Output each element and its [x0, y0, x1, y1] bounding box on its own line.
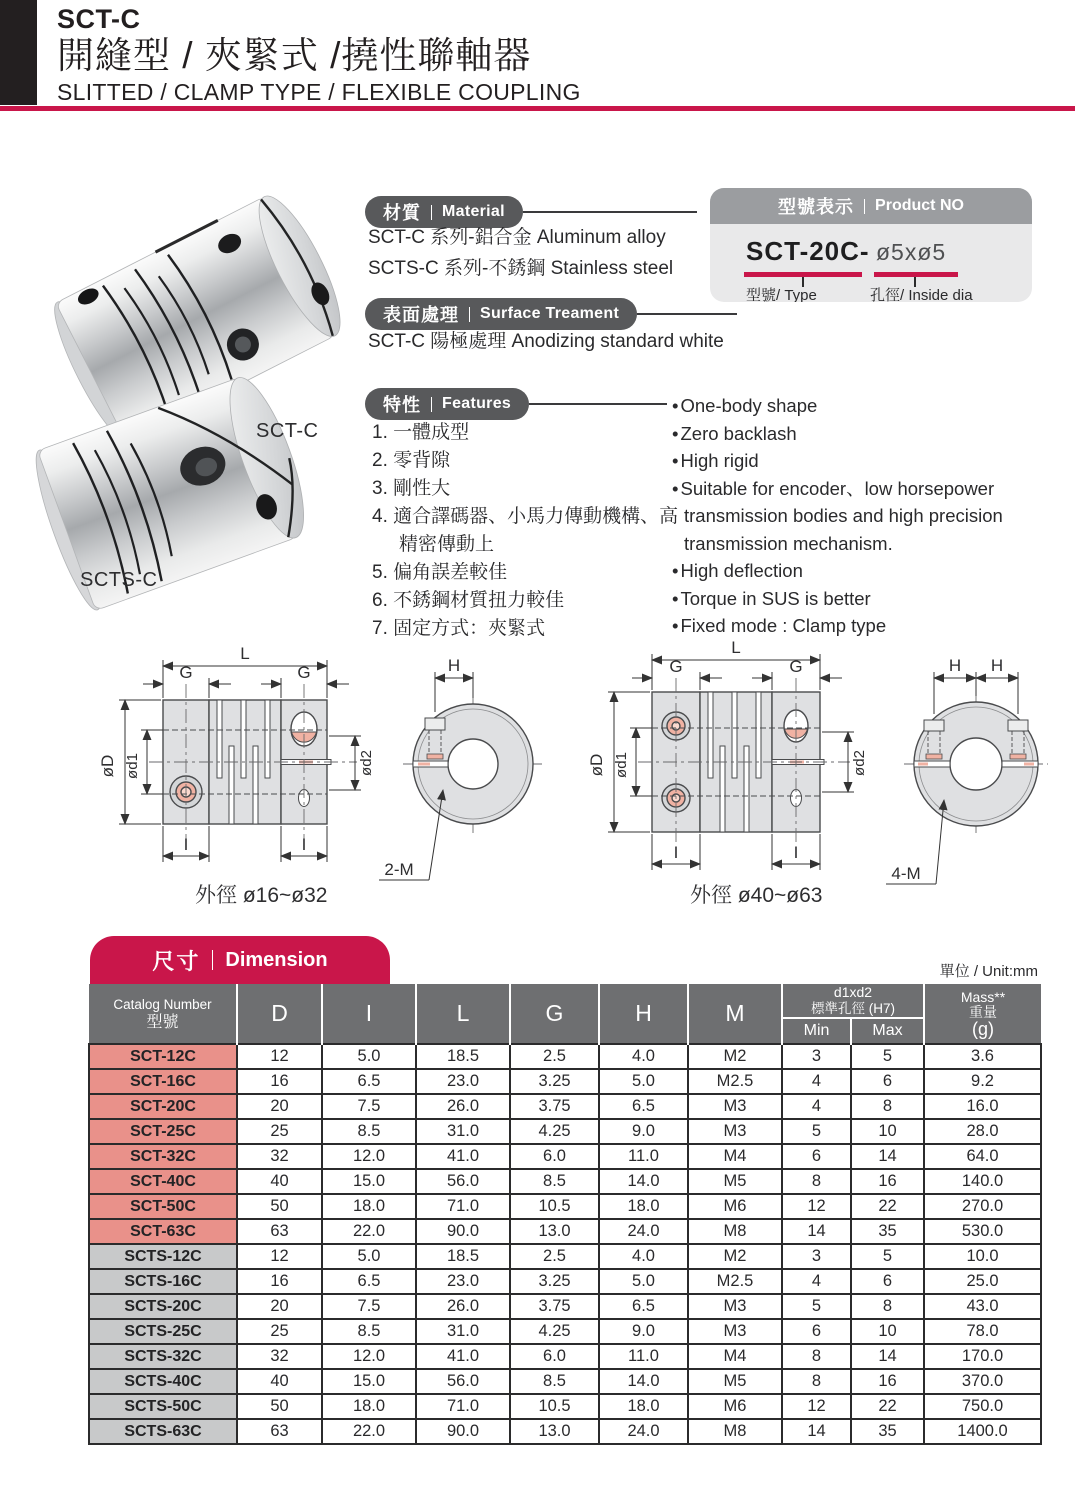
corner-decoration-bar — [0, 0, 37, 105]
row-cell: 140.0 — [924, 1169, 1041, 1194]
svg-text:ød2: ød2 — [358, 750, 375, 776]
row-cell: 90.0 — [416, 1219, 510, 1244]
header-min: Min — [782, 1018, 851, 1044]
drawing-small-sizes — [85, 632, 565, 910]
features-badge: 特性 Features — [365, 388, 529, 420]
svg-text:øD: øD — [587, 753, 606, 777]
row-cell: 5 — [782, 1294, 851, 1319]
row-cell: M4 — [688, 1144, 782, 1169]
svg-text:G: G — [179, 663, 193, 682]
svg-text:2-M: 2-M — [384, 860, 414, 879]
row-cell: M3 — [688, 1094, 782, 1119]
row-cell: 71.0 — [416, 1394, 510, 1419]
page-title-en: SLITTED / CLAMP TYPE / FLEXIBLE COUPLING — [57, 79, 581, 105]
row-cell: M3 — [688, 1319, 782, 1344]
surface-badge: 表面處理 Surface Treament — [365, 298, 637, 330]
table-row — [89, 1344, 1041, 1369]
table-row — [89, 1244, 1041, 1269]
row-cell: M2 — [688, 1244, 782, 1269]
row-model: SCT-25C — [89, 1119, 237, 1144]
svg-text:H: H — [990, 656, 1004, 675]
row-cell: 15.0 — [322, 1369, 416, 1394]
row-cell: 35 — [851, 1419, 924, 1444]
row-cell: 14 — [851, 1344, 924, 1369]
row-cell: 18.0 — [599, 1194, 688, 1219]
row-cell: 12.0 — [322, 1144, 416, 1169]
row-cell: 3.6 — [924, 1044, 1041, 1069]
badge-divider — [212, 950, 213, 970]
feature-item-en: • Fixed mode : Clamp type — [672, 612, 1044, 640]
dimension-table-body — [89, 1044, 1041, 1444]
product-bore: ø5xø5 — [876, 239, 947, 265]
header-d: D — [237, 984, 322, 1044]
row-cell: M6 — [688, 1394, 782, 1419]
row-cell: 35 — [851, 1219, 924, 1244]
row-model: SCT-40C — [89, 1169, 237, 1194]
material-line: SCTS-C 系列-不銹鋼 Stainless steel — [368, 258, 674, 279]
row-cell: 16.0 — [924, 1094, 1041, 1119]
row-cell: 56.0 — [416, 1169, 510, 1194]
feature-item-en: • Zero backlash — [672, 420, 1044, 448]
feature-item-zh: 7. 固定方式：夾緊式 — [372, 618, 546, 639]
row-cell: 6 — [782, 1144, 851, 1169]
row-cell: 18.0 — [322, 1194, 416, 1219]
unit-label: 單位 / Unit:mm — [939, 963, 1038, 980]
row-model: SCTS-50C — [89, 1394, 237, 1419]
header-catalog: Catalog Number 型號 — [89, 984, 237, 1044]
row-cell: 14 — [782, 1219, 851, 1244]
row-model: SCT-32C — [89, 1144, 237, 1169]
header-max: Max — [851, 1018, 924, 1044]
row-cell: 31.0 — [416, 1119, 510, 1144]
row-cell: 25 — [237, 1119, 322, 1144]
row-cell: 24.0 — [599, 1219, 688, 1244]
row-cell: M3 — [688, 1294, 782, 1319]
row-cell: 5.0 — [599, 1269, 688, 1294]
row-cell: 8 — [782, 1169, 851, 1194]
row-cell: M8 — [688, 1219, 782, 1244]
product-code: SCT-20C- — [746, 236, 870, 266]
row-cell: 7.5 — [322, 1294, 416, 1319]
row-cell: 7.5 — [322, 1094, 416, 1119]
row-cell: M4 — [688, 1344, 782, 1369]
row-cell: 6.5 — [322, 1069, 416, 1094]
table-row — [89, 1219, 1041, 1244]
feature-item-zh: 1. 一體成型 — [372, 422, 470, 443]
row-model: SCT-63C — [89, 1219, 237, 1244]
row-cell: 25.0 — [924, 1269, 1041, 1294]
page-header — [57, 4, 581, 106]
material-line: SCT-C 系列-鋁合金 Aluminum alloy — [368, 227, 666, 248]
svg-text:L: L — [240, 644, 250, 663]
row-cell: 26.0 — [416, 1094, 510, 1119]
table-row — [89, 1169, 1041, 1194]
row-model: SCTS-16C — [89, 1269, 237, 1294]
row-cell: 10.5 — [510, 1394, 599, 1419]
svg-text:I: I — [673, 843, 679, 862]
row-cell: 8.5 — [510, 1369, 599, 1394]
row-cell: 6.0 — [510, 1344, 599, 1369]
row-cell: 4.0 — [599, 1044, 688, 1069]
row-cell: 16 — [851, 1169, 924, 1194]
row-cell: 3 — [782, 1044, 851, 1069]
feature-item-en: • High deflection — [672, 557, 1044, 585]
row-cell: 5.0 — [599, 1069, 688, 1094]
row-cell: 32 — [237, 1144, 322, 1169]
row-model: SCT-16C — [89, 1069, 237, 1094]
feature-item-en: • High rigid — [672, 447, 1044, 475]
row-cell: 90.0 — [416, 1419, 510, 1444]
dimension-table-section — [88, 936, 1040, 1445]
row-cell: M5 — [688, 1369, 782, 1394]
row-cell: 1400.0 — [924, 1419, 1041, 1444]
row-cell: 8 — [851, 1294, 924, 1319]
row-cell: 3.75 — [510, 1094, 599, 1119]
features-list-en — [672, 392, 1044, 640]
caption-large-sizes: 外徑 ø40~ø63 — [690, 884, 823, 907]
row-cell: 14.0 — [599, 1169, 688, 1194]
row-cell: 8 — [851, 1094, 924, 1119]
row-cell: 5 — [782, 1119, 851, 1144]
row-cell: M8 — [688, 1419, 782, 1444]
row-cell: 12 — [237, 1244, 322, 1269]
row-cell: 6.5 — [322, 1269, 416, 1294]
badge-divider — [469, 307, 470, 322]
row-cell: 16 — [237, 1069, 322, 1094]
badge-divider — [864, 199, 865, 214]
row-cell: 6.5 — [599, 1094, 688, 1119]
row-model: SCT-12C — [89, 1044, 237, 1069]
row-cell: 8.5 — [322, 1119, 416, 1144]
row-cell: 25 — [237, 1319, 322, 1344]
feature-item-zh: 3. 剛性大 — [372, 478, 451, 499]
row-cell: 10.0 — [924, 1244, 1041, 1269]
row-cell: 50 — [237, 1394, 322, 1419]
row-cell: 23.0 — [416, 1269, 510, 1294]
row-cell: 12 — [782, 1394, 851, 1419]
row-cell: 10.5 — [510, 1194, 599, 1219]
row-cell: 12.0 — [322, 1344, 416, 1369]
feature-item-zh: 5. 偏角誤差較佳 — [372, 562, 508, 583]
svg-text:ød1: ød1 — [124, 753, 141, 779]
row-cell: 8.5 — [322, 1319, 416, 1344]
row-cell: 71.0 — [416, 1194, 510, 1219]
table-row — [89, 1319, 1041, 1344]
row-cell: 10 — [851, 1319, 924, 1344]
row-cell: 6 — [851, 1269, 924, 1294]
surface-line: SCT-C 陽極處理 Anodizing standard white — [368, 331, 724, 352]
dimension-table — [88, 984, 1042, 1445]
row-cell: 5.0 — [322, 1244, 416, 1269]
caption-small-sizes: 外徑 ø16~ø32 — [195, 884, 328, 907]
table-row — [89, 1069, 1041, 1094]
row-cell: 50 — [237, 1194, 322, 1219]
header-h: H — [599, 984, 688, 1044]
row-cell: 13.0 — [510, 1419, 599, 1444]
svg-text:ød1: ød1 — [613, 752, 630, 778]
feature-item-en: • One-body shape — [672, 392, 1044, 420]
svg-text:G: G — [789, 657, 803, 676]
table-row — [89, 1044, 1041, 1069]
row-model: SCTS-32C — [89, 1344, 237, 1369]
row-cell: 32 — [237, 1344, 322, 1369]
row-cell: 4 — [782, 1094, 851, 1119]
row-cell: 11.0 — [599, 1344, 688, 1369]
svg-text:I: I — [183, 835, 189, 854]
page-title-zh: 開縫型 / 夾緊式 /撓性聯軸器 — [57, 35, 532, 76]
row-cell: 4.25 — [510, 1119, 599, 1144]
row-cell: 5.0 — [322, 1044, 416, 1069]
photo-caption-sct-c: SCT-C — [256, 420, 319, 442]
header-mass: Mass** 重量 (g) — [924, 984, 1041, 1044]
svg-text:I: I — [301, 835, 307, 854]
row-cell: 6.5 — [599, 1294, 688, 1319]
section-rule — [529, 403, 667, 405]
row-cell: 3.25 — [510, 1269, 599, 1294]
row-cell: 28.0 — [924, 1119, 1041, 1144]
row-cell: M5 — [688, 1169, 782, 1194]
row-cell: 12 — [782, 1194, 851, 1219]
header-l: L — [416, 984, 510, 1044]
drawing-large-sizes — [572, 632, 1067, 910]
row-model: SCTS-63C — [89, 1419, 237, 1444]
row-cell: 20 — [237, 1094, 322, 1119]
row-cell: M2.5 — [688, 1269, 782, 1294]
row-model: SCTS-20C — [89, 1294, 237, 1319]
row-cell: 31.0 — [416, 1319, 510, 1344]
table-row — [89, 1394, 1041, 1419]
material-badge: 材質 Material — [365, 196, 523, 228]
svg-text:øD: øD — [98, 754, 117, 778]
row-cell: 63 — [237, 1419, 322, 1444]
row-cell: 2.5 — [510, 1244, 599, 1269]
row-cell: 530.0 — [924, 1219, 1041, 1244]
row-cell: 14 — [851, 1144, 924, 1169]
row-cell: 78.0 — [924, 1319, 1041, 1344]
series-code: SCT-C — [57, 4, 141, 34]
row-cell: 4.0 — [599, 1244, 688, 1269]
badge-divider — [431, 205, 432, 220]
svg-text:G: G — [297, 663, 311, 682]
row-cell: M2.5 — [688, 1069, 782, 1094]
table-row — [89, 1419, 1041, 1444]
row-cell: 22.0 — [322, 1219, 416, 1244]
row-cell: 18.0 — [322, 1394, 416, 1419]
feature-item-zh: 4. 適合譯碼器、小馬力傳動機構、高精密傳動上 — [372, 506, 679, 555]
row-cell: 18.0 — [599, 1394, 688, 1419]
feature-item-en: • Torque in SUS is better — [672, 585, 1044, 613]
product-no-box — [710, 188, 1032, 302]
row-cell: 64.0 — [924, 1144, 1041, 1169]
end-view-small — [413, 704, 533, 824]
row-cell: 11.0 — [599, 1144, 688, 1169]
header-rule — [0, 106, 1075, 111]
row-cell: 6 — [782, 1319, 851, 1344]
row-cell: 18.5 — [416, 1044, 510, 1069]
row-cell: 9.0 — [599, 1319, 688, 1344]
row-cell: 26.0 — [416, 1294, 510, 1319]
row-cell: 8.5 — [510, 1169, 599, 1194]
row-cell: 270.0 — [924, 1194, 1041, 1219]
row-cell: 170.0 — [924, 1344, 1041, 1369]
row-cell: 16 — [851, 1369, 924, 1394]
row-cell: 4.25 — [510, 1319, 599, 1344]
dimension-badge: 尺寸 Dimension — [90, 936, 390, 984]
row-cell: 14.0 — [599, 1369, 688, 1394]
product-photos — [30, 168, 365, 613]
row-cell: 41.0 — [416, 1144, 510, 1169]
row-cell: 23.0 — [416, 1069, 510, 1094]
row-model: SCTS-25C — [89, 1319, 237, 1344]
row-cell: 18.5 — [416, 1244, 510, 1269]
feature-item-en: • Suitable for encoder、low horsepower transmission bodies and high precision transmission mechanism. — [672, 475, 1044, 558]
badge-divider — [431, 397, 432, 412]
row-cell: 370.0 — [924, 1369, 1041, 1394]
svg-text:H: H — [447, 656, 461, 675]
row-cell: 24.0 — [599, 1419, 688, 1444]
row-cell: 2.5 — [510, 1044, 599, 1069]
product-no-header: 型號表示 Product NO — [710, 188, 1032, 224]
end-view-large — [914, 702, 1038, 826]
row-cell: 22 — [851, 1194, 924, 1219]
row-cell: 40 — [237, 1369, 322, 1394]
row-cell: 5 — [851, 1244, 924, 1269]
row-model: SCTS-12C — [89, 1244, 237, 1269]
row-cell: M6 — [688, 1194, 782, 1219]
table-row — [89, 1119, 1041, 1144]
header-d1xd2: d1xd2 標準孔徑 (H7) — [782, 984, 924, 1018]
svg-text:ød2: ød2 — [851, 750, 868, 776]
row-cell: 22.0 — [322, 1419, 416, 1444]
svg-text:4-M: 4-M — [891, 864, 921, 883]
svg-text:I: I — [793, 843, 799, 862]
row-cell: 41.0 — [416, 1344, 510, 1369]
row-cell: 40 — [237, 1169, 322, 1194]
table-row — [89, 1269, 1041, 1294]
row-cell: 6.0 — [510, 1144, 599, 1169]
row-cell: 56.0 — [416, 1369, 510, 1394]
svg-text:L: L — [731, 638, 741, 657]
type-label: 型號/ Type — [746, 287, 817, 302]
table-row — [89, 1194, 1041, 1219]
features-list-zh — [372, 419, 680, 643]
material-lines — [368, 222, 673, 284]
features-section-header — [365, 388, 667, 420]
header-i: I — [322, 984, 416, 1044]
table-row — [89, 1094, 1041, 1119]
row-cell: 5 — [851, 1044, 924, 1069]
table-row — [89, 1144, 1041, 1169]
row-cell: 3.75 — [510, 1294, 599, 1319]
coupling-photo-scts-c — [30, 370, 318, 613]
row-cell: 4 — [782, 1269, 851, 1294]
row-cell: 6 — [851, 1069, 924, 1094]
row-cell: 9.2 — [924, 1069, 1041, 1094]
bore-underline — [874, 272, 958, 277]
row-model: SCTS-40C — [89, 1369, 237, 1394]
row-cell: 43.0 — [924, 1294, 1041, 1319]
svg-text:G: G — [669, 657, 683, 676]
row-model: SCT-50C — [89, 1194, 237, 1219]
header-g: G — [510, 984, 599, 1044]
row-cell: 12 — [237, 1044, 322, 1069]
row-cell: 63 — [237, 1219, 322, 1244]
feature-item-zh: 6. 不銹鋼材質扭力較佳 — [372, 590, 565, 611]
table-row — [89, 1294, 1041, 1319]
row-cell: 20 — [237, 1294, 322, 1319]
row-cell: 3 — [782, 1244, 851, 1269]
row-cell: 8 — [782, 1369, 851, 1394]
row-cell: 13.0 — [510, 1219, 599, 1244]
row-cell: 4 — [782, 1069, 851, 1094]
row-cell: M3 — [688, 1119, 782, 1144]
row-cell: 16 — [237, 1269, 322, 1294]
row-cell: 9.0 — [599, 1119, 688, 1144]
row-cell: 8 — [782, 1344, 851, 1369]
row-cell: 15.0 — [322, 1169, 416, 1194]
row-cell: 14 — [782, 1419, 851, 1444]
section-rule — [637, 313, 737, 315]
row-cell: 750.0 — [924, 1394, 1041, 1419]
row-cell: 22 — [851, 1394, 924, 1419]
row-cell: M2 — [688, 1044, 782, 1069]
table-row — [89, 1369, 1041, 1394]
feature-item-zh: 2. 零背隙 — [372, 450, 451, 471]
inside-dia-label: 孔徑/ Inside dia — [870, 287, 973, 302]
row-cell: 3.25 — [510, 1069, 599, 1094]
table-header — [89, 984, 1041, 1044]
photo-caption-scts-c: SCTS-C — [80, 569, 158, 591]
row-cell: 10 — [851, 1119, 924, 1144]
svg-text:H: H — [948, 656, 962, 675]
header-m: M — [688, 984, 782, 1044]
section-rule — [523, 211, 697, 213]
row-model: SCT-20C — [89, 1094, 237, 1119]
